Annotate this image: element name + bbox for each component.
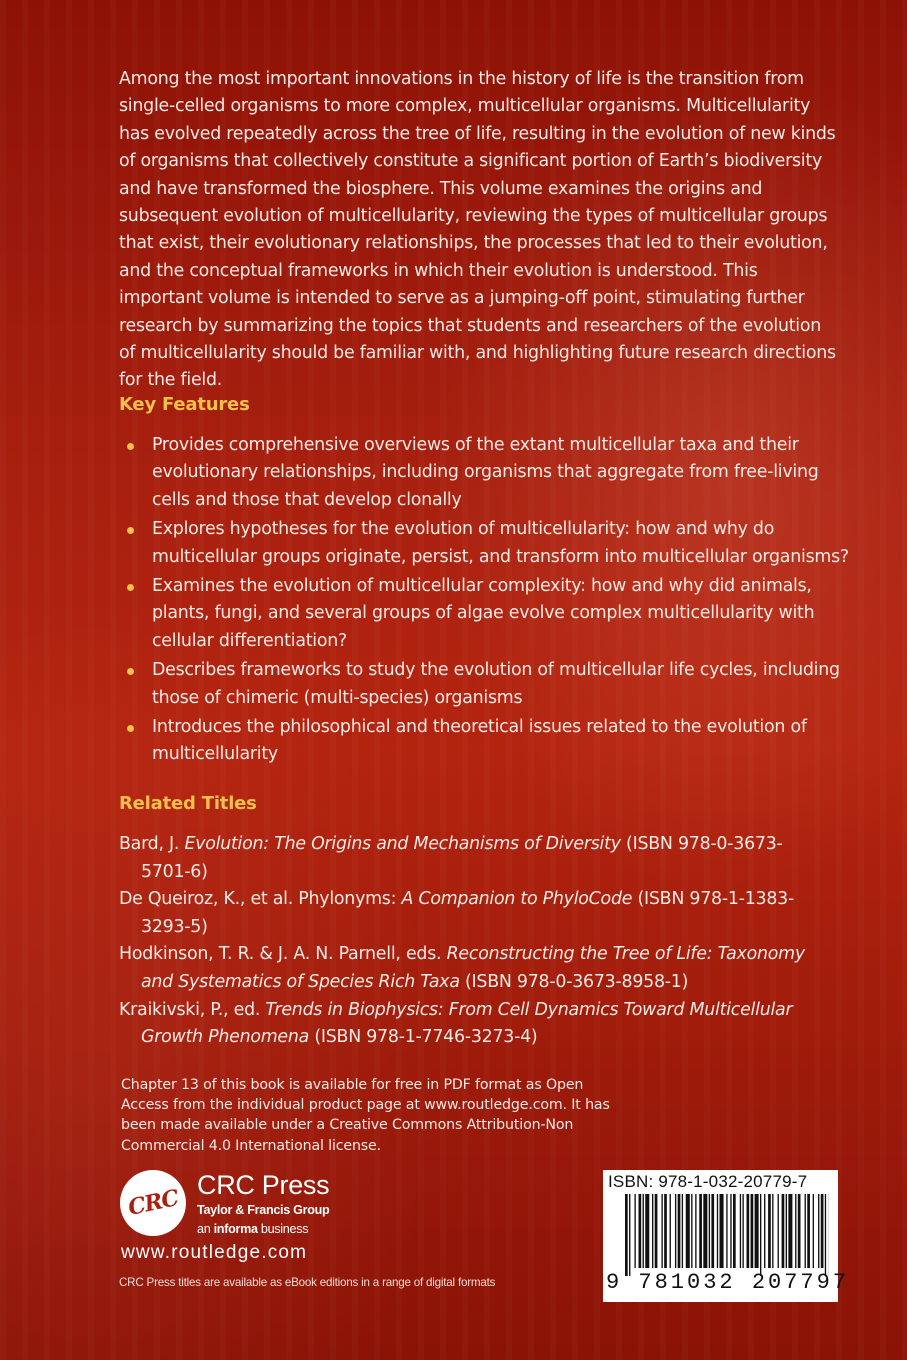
list-item: Provides comprehensive overviews of the extant multicellular taxa and their evolutionary relationships, including organisms that aggregate from free-living cells and those that develop clonally [119, 432, 849, 514]
isbn-digits: 9 781032 207797 [606, 1270, 850, 1295]
list-item: Examines the evolution of multicellular complexity: how and why did animals, plants, fungi, and several groups of algae evolve complex multicellularity with cellular differentiation? [119, 573, 849, 655]
bullet-icon [127, 443, 134, 450]
related-titles-heading: Related Titles [119, 793, 257, 814]
bullet-icon [127, 527, 134, 534]
bullet-icon [127, 584, 134, 591]
book-description: Among the most important innovations in the history of life is the transition from single-celled organisms to more complex, multicellular organisms. Multicellularity has evolved repeatedly across the tree of life, resulting in the evolution of new kinds of organisms that collectively constitute a significant portion of Earth’s biodiversity and have transformed the biosphere. This volume examines the origins and subsequent evolution of multicellularity, reviewing the types of multicellular groups that exist, their evolutionary relationships, the processes that led to their evolution, and the conceptual frameworks in which their evolution is understood. This important volume is intended to serve as a jumping-off point, stimulating further research by summarizing the topics that students and researchers of the evolution of multicellularity should be familiar with, and highlighting future research directions for the field. [119, 69, 836, 391]
related-titles-list [119, 831, 829, 1052]
bullet-icon [127, 668, 134, 675]
related-title: Kraikivski, P., ed. Trends in Biophysics: From Cell Dynamics Toward Multicellular Growth Phenomena (ISBN 978-1-7746-3273-4) [119, 999, 793, 1048]
barcode-bars [625, 1194, 829, 1276]
related-title: De Queiroz, K., et al. Phylonyms: A Companion to PhyloCode (ISBN 978-1-1383-3293-5) [119, 889, 794, 937]
publisher-group: Taylor & Francis Group [197, 1203, 330, 1217]
key-features-heading: Key Features [119, 394, 250, 415]
publisher-url: www.routledge.com [121, 1242, 308, 1263]
publisher-business: an informa business [197, 1222, 309, 1236]
list-item: Describes frameworks to study the evolution of multicellular life cycles, including those of chimeric (multi-species) organisms [119, 657, 849, 712]
list-item: Explores hypotheses for the evolution of multicellularity: how and why do multicellular groups originate, persist, and transform into multicellular organisms? [119, 516, 849, 571]
barcode [603, 1170, 850, 1302]
related-title: Hodkinson, T. R. & J. A. N. Parnell, eds. Reconstructing the Tree of Life: Taxonomy and Systematics of Species Rich Taxa (ISBN 978-0-3673-8958-1) [119, 944, 805, 992]
open-access-note: Chapter 13 of this book is available for free in PDF format as Open Access from the individual product page at www.routledge.com. It has been made available under a Creative Commons Attribution-Non Commercial 4.0 International license. [121, 1077, 610, 1154]
related-title: Bard, J. Evolution: The Origins and Mechanisms of Diversity (ISBN 978-0-3673-5701-6) [119, 834, 783, 882]
crc-logo [120, 1170, 186, 1236]
key-features-list [119, 432, 849, 771]
crc-logo-text: CRC [125, 1185, 181, 1221]
publisher-name: CRC Press [197, 1170, 330, 1200]
bullet-icon [127, 725, 134, 732]
isbn-label: ISBN: 978-1-032-20779-7 [608, 1172, 808, 1191]
ebook-note: CRC Press titles are available as eBook editions in a range of digital formats [119, 1276, 496, 1289]
list-item: Introduces the philosophical and theoretical issues related to the evolution of multicellularity [119, 714, 849, 769]
